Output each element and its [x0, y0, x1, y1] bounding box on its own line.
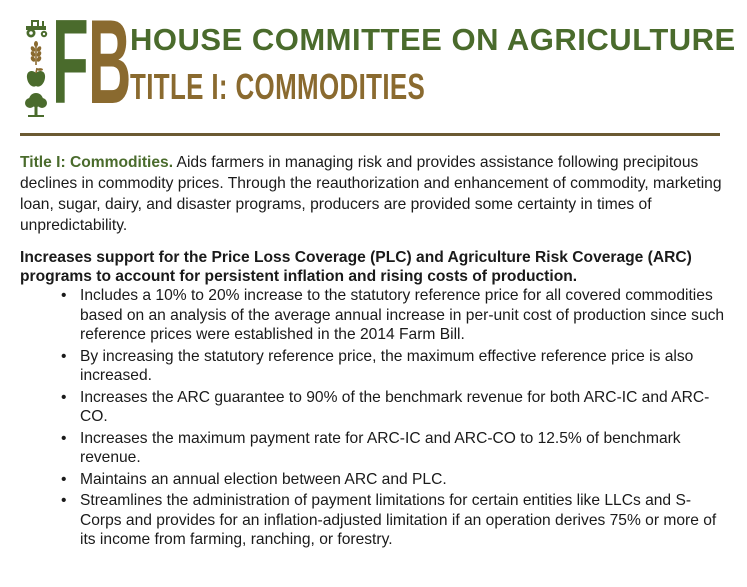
- list-item: [20, 470, 732, 490]
- committee-title: HOUSE COMMITTEE ON AGRICULTURE: [130, 22, 736, 57]
- tractor-icon: [22, 18, 50, 38]
- list-item: [20, 286, 732, 345]
- bullet-marker: •: [61, 388, 67, 406]
- logo-letter-f: F: [52, 0, 89, 129]
- list-item: [20, 429, 732, 468]
- bullet-marker: •: [61, 429, 67, 447]
- intro-text: Aids farmers in managing risk and provides assistance following precipitous declines in commodity prices. Through the reauthorization and enhancement of commodity, marketing loan, sugar, dairy, and disaster programs, producers are provided some certainty in times of unpredictability.: [20, 154, 722, 234]
- bullet-text: Streamlines the administration of payment limitations for certain entities like LLCs and S-Corps and provides for an inflation-adjusted limitation if an operation derives 75% or more of its income from farming, ranching, or forestry.: [80, 492, 717, 548]
- section-heading: Increases support for the Price Loss Coverage (PLC) and Agriculture Risk Coverage (ARC) programs to account for persistent inflation and rising costs of production.: [20, 249, 692, 285]
- bullet-list: [20, 286, 732, 550]
- intro-paragraph: [20, 152, 732, 236]
- bullet-marker: •: [61, 287, 67, 304]
- list-item: [20, 388, 732, 427]
- tree-icon: [22, 91, 50, 117]
- bullet-marker: •: [61, 347, 67, 365]
- fb-logo: [52, 0, 132, 129]
- header-divider: [20, 133, 720, 136]
- wheat-icon: [22, 41, 50, 65]
- bullet-text: Includes a 10% to 20% increase to the statutory reference price for all covered commodities based on an analysis of the average annual increase in per-unit cost of production since such reference prices were established in the 2014 Farm Bill.: [80, 287, 725, 343]
- page-header: [0, 0, 747, 140]
- bullet-text: Maintains an annual election between ARC and PLC.: [80, 470, 447, 488]
- bullet-text: By increasing the statutory reference price, the maximum effective reference price is also increased.: [80, 347, 694, 384]
- bullet-marker: •: [61, 470, 67, 488]
- list-item: [20, 491, 732, 550]
- apple-icon: [22, 67, 50, 89]
- intro-label: Title I: Commodities.: [20, 154, 174, 171]
- bullet-text: Increases the ARC guarantee to 90% of the benchmark revenue for both ARC-IC and ARC-CO.: [80, 388, 710, 425]
- document-subtitle: TITLE I: COMMODITIES: [130, 66, 426, 107]
- list-item: [20, 347, 732, 386]
- bullet-marker: •: [61, 492, 67, 509]
- document-body: [20, 152, 732, 552]
- bullet-text: Increases the maximum payment rate for ARC-IC and ARC-CO to 12.5% of benchmark revenue.: [80, 429, 681, 466]
- logo-icon-column: [22, 18, 52, 118]
- logo-letter-b: B: [88, 0, 132, 129]
